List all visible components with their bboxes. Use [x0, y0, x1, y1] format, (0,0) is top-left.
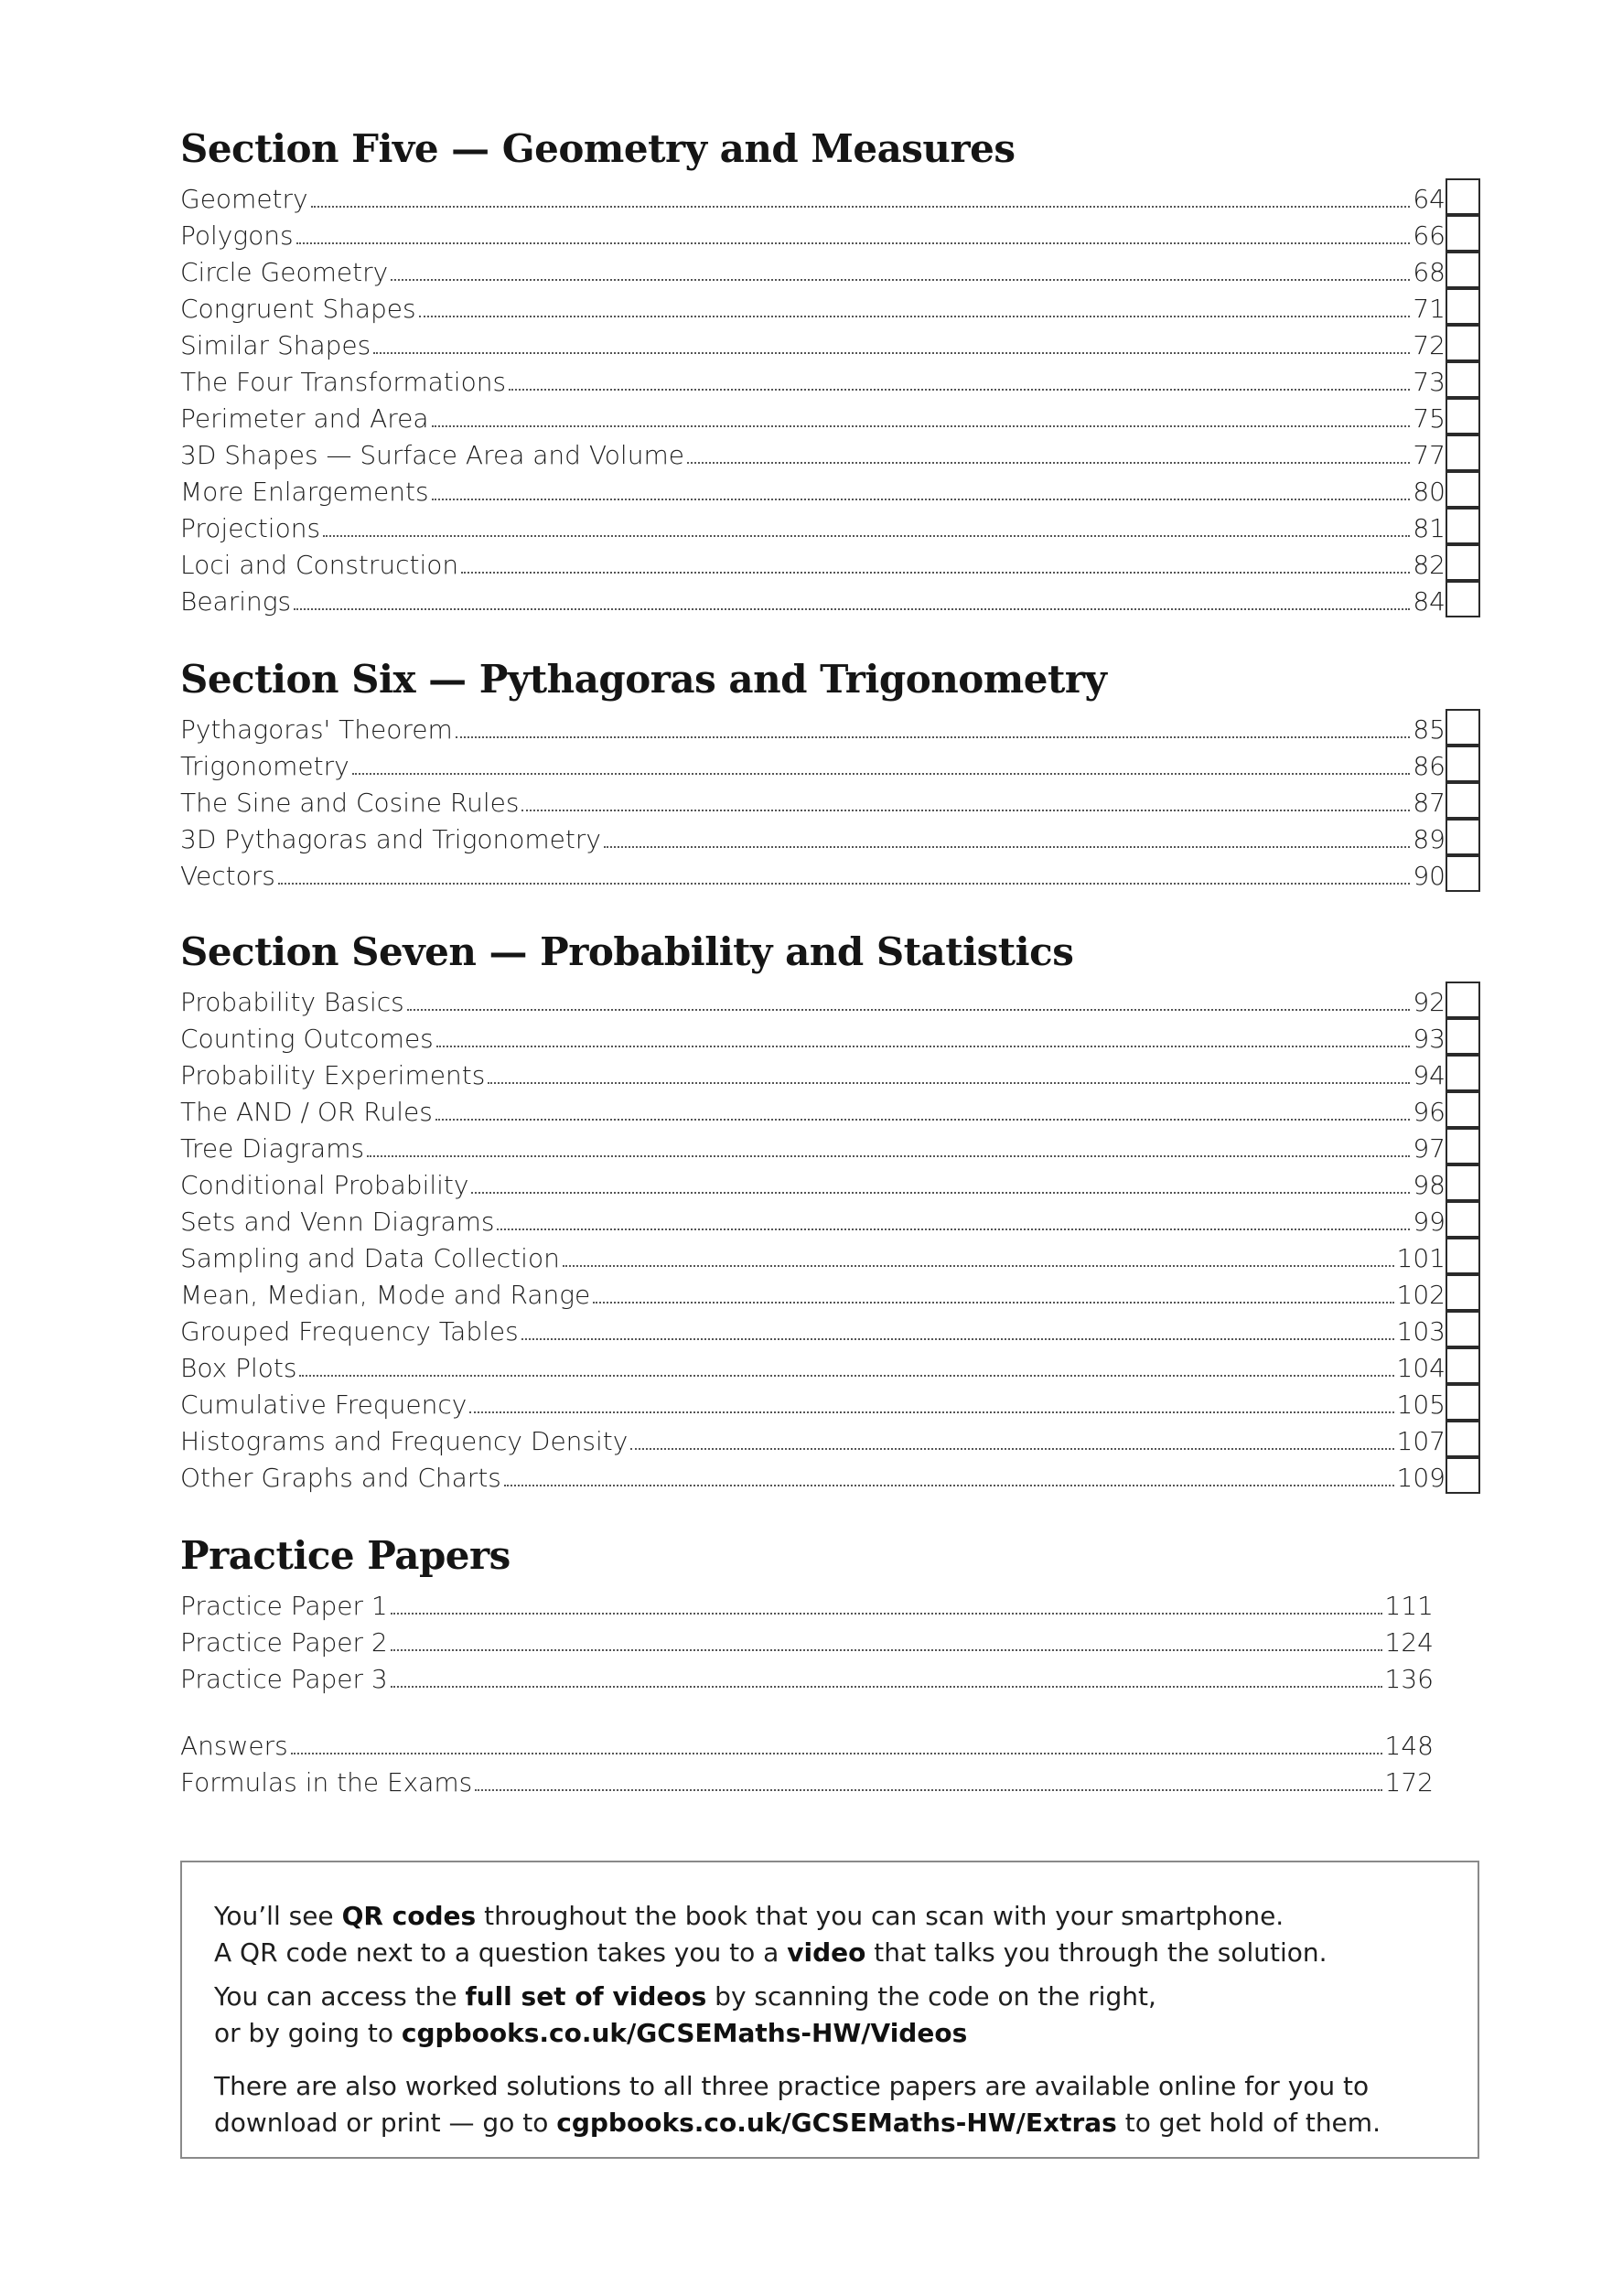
progress-checkbox[interactable] [1446, 1091, 1480, 1128]
leader-dots [291, 1753, 1382, 1754]
toc-entry-page: 97 [1413, 1133, 1446, 1164]
toc-entry-page: 104 [1396, 1353, 1446, 1383]
toc-entry-page: 68 [1413, 257, 1446, 287]
info-text: There are also worked solutions to all three practice papers are available online for you to [214, 2071, 1370, 2101]
toc-entry-page: 64 [1413, 184, 1446, 214]
progress-checkbox[interactable] [1446, 252, 1480, 288]
leader-dots [391, 1649, 1382, 1651]
leader-dots [391, 279, 1410, 281]
toc-entry-label: Bearings [180, 586, 292, 617]
toc-entry-label: 3D Pythagoras and Trigonometry [180, 824, 601, 854]
toc-entry-label: Pythagoras' Theorem [180, 714, 453, 745]
qr-info-box [180, 1861, 1479, 2159]
leader-dots [471, 1192, 1410, 1194]
progress-checkbox[interactable] [1446, 361, 1480, 398]
leader-dots [299, 1375, 1393, 1377]
leader-dots [456, 736, 1411, 738]
leader-dots [497, 1228, 1410, 1230]
progress-checkbox[interactable] [1446, 471, 1480, 508]
leader-dots [521, 810, 1410, 811]
leader-dots [432, 425, 1411, 427]
progress-checkbox[interactable] [1446, 508, 1480, 544]
toc-entry-page: 93 [1413, 1024, 1446, 1054]
leader-dots [407, 1009, 1411, 1011]
leader-dots [278, 883, 1411, 885]
leader-dots [391, 1613, 1382, 1615]
toc-entry[interactable] [180, 1018, 1446, 1055]
section-seven-title: Section Seven — Probability and Statistics [180, 929, 1074, 974]
toc-entry[interactable] [180, 855, 1446, 892]
toc-entry[interactable] [180, 1658, 1434, 1695]
leader-dots [391, 1686, 1382, 1688]
toc-entry-page: 103 [1396, 1316, 1446, 1346]
toc-entry[interactable] [180, 1274, 1446, 1311]
toc-entry[interactable] [180, 1055, 1446, 1091]
leader-dots [294, 608, 1410, 610]
toc-entry-label: Tree Diagrams [180, 1133, 365, 1164]
toc-entry[interactable] [180, 178, 1446, 215]
leader-dots [296, 242, 1411, 244]
toc-entry[interactable] [180, 471, 1446, 508]
progress-checkbox[interactable] [1446, 288, 1480, 325]
toc-entry-page: 87 [1413, 788, 1446, 818]
toc-entry-page: 124 [1384, 1627, 1434, 1658]
toc-entry-page: 111 [1384, 1591, 1434, 1621]
section-six-title: Section Six — Pythagoras and Trigonometry [180, 657, 1107, 702]
toc-entry[interactable] [180, 398, 1446, 435]
leader-dots [521, 1338, 1394, 1340]
toc-entry-label: Sampling and Data Collection [180, 1243, 560, 1273]
toc-entry-label: 3D Shapes — Surface Area and Volume [180, 440, 684, 470]
progress-checkbox[interactable] [1446, 1311, 1480, 1347]
toc-entry-page: 92 [1413, 987, 1446, 1017]
toc-entry[interactable] [180, 325, 1446, 361]
toc-entry[interactable] [180, 1622, 1434, 1658]
toc-entry[interactable] [180, 288, 1446, 325]
toc-entry[interactable] [180, 1128, 1446, 1164]
toc-entry-page: 107 [1396, 1426, 1446, 1456]
info-text: You’ll see QR codes throughout the book that you can scan with your smartphone. [214, 1901, 1284, 1931]
toc-entry-page: 102 [1396, 1280, 1446, 1310]
toc-entry[interactable] [180, 1164, 1446, 1201]
toc-entry-label: More Enlargements [180, 477, 429, 507]
progress-checkbox[interactable] [1446, 1201, 1480, 1238]
toc-entry[interactable] [180, 1762, 1434, 1798]
toc-entry[interactable] [180, 709, 1446, 746]
progress-checkbox[interactable] [1446, 435, 1480, 471]
leader-dots [436, 1046, 1411, 1047]
toc-entry-label: Vectors [180, 861, 275, 891]
leader-dots [352, 773, 1411, 775]
progress-checkbox[interactable] [1446, 1274, 1480, 1311]
toc-entry-page: 109 [1396, 1463, 1446, 1493]
toc-entry[interactable] [180, 746, 1446, 782]
progress-checkbox[interactable] [1446, 544, 1480, 581]
toc-entry-page: 85 [1413, 714, 1446, 745]
toc-entry-label: Similar Shapes [180, 330, 371, 360]
toc-entry-label: Probability Experiments [180, 1060, 486, 1090]
extras-link[interactable]: cgpbooks.co.uk/GCSEMaths-HW/Extras [556, 2108, 1117, 2138]
toc-entry[interactable] [180, 508, 1446, 544]
toc-entry-label: Practice Paper 1 [180, 1591, 388, 1621]
videos-link[interactable]: cgpbooks.co.uk/GCSEMaths-HW/Videos [401, 2018, 968, 2048]
toc-entry[interactable] [180, 1421, 1446, 1457]
toc-entry-label: Probability Basics [180, 987, 404, 1017]
toc-entry-page: 77 [1413, 440, 1446, 470]
leader-dots [461, 572, 1410, 574]
toc-entry[interactable] [180, 1201, 1446, 1238]
toc-entry-label: Mean, Median, Mode and Range [180, 1280, 591, 1310]
toc-entry[interactable] [180, 544, 1446, 581]
toc-entry-page: 72 [1413, 330, 1446, 360]
toc-entry-label: Projections [180, 513, 321, 543]
progress-checkbox[interactable] [1446, 982, 1480, 1018]
progress-checkbox[interactable] [1446, 215, 1480, 252]
toc-entry[interactable] [180, 1457, 1446, 1494]
info-text: or by going to cgpbooks.co.uk/GCSEMaths-HW/Videos [214, 2018, 968, 2048]
progress-checkbox[interactable] [1446, 709, 1480, 746]
toc-entry-label: Cumulative Frequency [180, 1389, 468, 1420]
leader-dots [367, 1155, 1410, 1157]
toc-entry[interactable] [180, 1585, 1434, 1622]
toc-entry-page: 90 [1413, 861, 1446, 891]
leader-dots [469, 1411, 1393, 1413]
toc-entry-label: Conditional Probability [180, 1170, 469, 1200]
toc-entry-label: Other Graphs and Charts [180, 1463, 501, 1493]
toc-entry-label: Answers [180, 1731, 288, 1761]
toc-entry-page: 89 [1413, 824, 1446, 854]
toc-entry-label: Polygons [180, 220, 294, 251]
toc-entry-page: 105 [1396, 1389, 1446, 1420]
toc-entry[interactable] [180, 819, 1446, 855]
leader-dots [419, 316, 1411, 317]
progress-checkbox[interactable] [1446, 1164, 1480, 1201]
toc-entry-label: The AND / OR Rules [180, 1097, 433, 1127]
toc-entry[interactable] [180, 361, 1446, 398]
toc-entry-page: 73 [1413, 367, 1446, 397]
leader-dots [687, 462, 1410, 464]
progress-checkbox[interactable] [1446, 178, 1480, 215]
progress-checkbox[interactable] [1446, 1421, 1480, 1457]
toc-entry-label: Histograms and Frequency Density [180, 1426, 629, 1456]
toc-entry-page: 172 [1384, 1767, 1434, 1797]
progress-checkbox[interactable] [1446, 325, 1480, 361]
toc-entry[interactable] [180, 435, 1446, 471]
toc-entry-label: Congruent Shapes [180, 294, 416, 324]
toc-entry-page: 96 [1413, 1097, 1446, 1127]
leader-dots [488, 1082, 1410, 1084]
leader-dots [432, 499, 1411, 500]
leader-dots [323, 535, 1410, 537]
toc-entry-page: 98 [1413, 1170, 1446, 1200]
toc-entry[interactable] [180, 1384, 1446, 1421]
progress-checkbox[interactable] [1446, 1128, 1480, 1164]
toc-entry[interactable] [180, 1238, 1446, 1274]
toc-entry-label: Counting Outcomes [180, 1024, 434, 1054]
leader-dots [311, 206, 1411, 208]
toc-entry-page: 82 [1413, 550, 1446, 580]
toc-entry-page: 94 [1413, 1060, 1446, 1090]
toc-entry-label: Sets and Venn Diagrams [180, 1207, 495, 1237]
toc-entry[interactable] [180, 1311, 1446, 1347]
info-text: download or print — go to cgpbooks.co.uk/GCSEMaths-HW/Extras to get hold of them. [214, 2108, 1381, 2138]
toc-entry-label: The Sine and Cosine Rules [180, 788, 520, 818]
leader-dots [435, 1119, 1411, 1121]
toc-entry[interactable] [180, 1725, 1434, 1762]
toc-entry-label: The Four Transformations [180, 367, 507, 397]
toc-entry-page: 81 [1413, 513, 1446, 543]
toc-entry[interactable] [180, 252, 1446, 288]
toc-entry-label: Practice Paper 3 [180, 1664, 388, 1694]
toc-entry[interactable] [180, 1347, 1446, 1384]
toc-entry[interactable] [180, 982, 1446, 1018]
info-text: You can access the full set of videos by scanning the code on the right, [214, 1981, 1156, 2012]
leader-dots [475, 1789, 1381, 1791]
leader-dots [604, 846, 1410, 848]
toc-entry[interactable] [180, 1091, 1446, 1128]
toc-entry-page: 99 [1413, 1207, 1446, 1237]
progress-checkbox[interactable] [1446, 782, 1480, 819]
leader-dots [509, 389, 1410, 391]
toc-entry-page: 71 [1413, 294, 1446, 324]
toc-entry-label: Grouped Frequency Tables [180, 1316, 519, 1346]
toc-entry-label: Loci and Construction [180, 550, 459, 580]
toc-entry[interactable] [180, 215, 1446, 252]
toc-entry-label: Formulas in the Exams [180, 1767, 473, 1797]
leader-dots [504, 1485, 1394, 1486]
toc-entry-page: 84 [1413, 586, 1446, 617]
toc-entry-page: 75 [1413, 403, 1446, 434]
toc-entry-page: 80 [1413, 477, 1446, 507]
progress-checkbox[interactable] [1446, 1055, 1480, 1091]
practice-papers-title: Practice Papers [180, 1533, 511, 1578]
progress-checkbox[interactable] [1446, 1238, 1480, 1274]
toc-entry[interactable] [180, 581, 1446, 617]
info-text: A QR code next to a question takes you to a video that talks you through the solution. [214, 1937, 1327, 1968]
progress-checkbox[interactable] [1446, 581, 1480, 617]
toc-entry[interactable] [180, 782, 1446, 819]
progress-checkbox[interactable] [1446, 855, 1480, 892]
progress-checkbox[interactable] [1446, 398, 1480, 435]
progress-checkbox[interactable] [1446, 1457, 1480, 1494]
leader-dots [630, 1448, 1393, 1450]
toc-entry-label: Geometry [180, 184, 308, 214]
progress-checkbox[interactable] [1446, 1347, 1480, 1384]
toc-entry-label: Practice Paper 2 [180, 1627, 388, 1658]
toc-entry-page: 148 [1384, 1731, 1434, 1761]
toc-entry-page: 136 [1384, 1664, 1434, 1694]
toc-entry-page: 66 [1413, 220, 1446, 251]
leader-dots [563, 1265, 1394, 1267]
toc-entry-page: 86 [1413, 751, 1446, 781]
progress-checkbox[interactable] [1446, 746, 1480, 782]
leader-dots [373, 352, 1410, 354]
section-five-title: Section Five — Geometry and Measures [180, 126, 1016, 171]
toc-entry-label: Trigonometry [180, 751, 349, 781]
toc-entry-page: 101 [1396, 1243, 1446, 1273]
progress-checkbox[interactable] [1446, 1018, 1480, 1055]
toc-entry-label: Perimeter and Area [180, 403, 429, 434]
leader-dots [593, 1302, 1393, 1304]
toc-entry-label: Box Plots [180, 1353, 297, 1383]
toc-entry-label: Circle Geometry [180, 257, 389, 287]
progress-checkbox[interactable] [1446, 819, 1480, 855]
progress-checkbox[interactable] [1446, 1384, 1480, 1421]
